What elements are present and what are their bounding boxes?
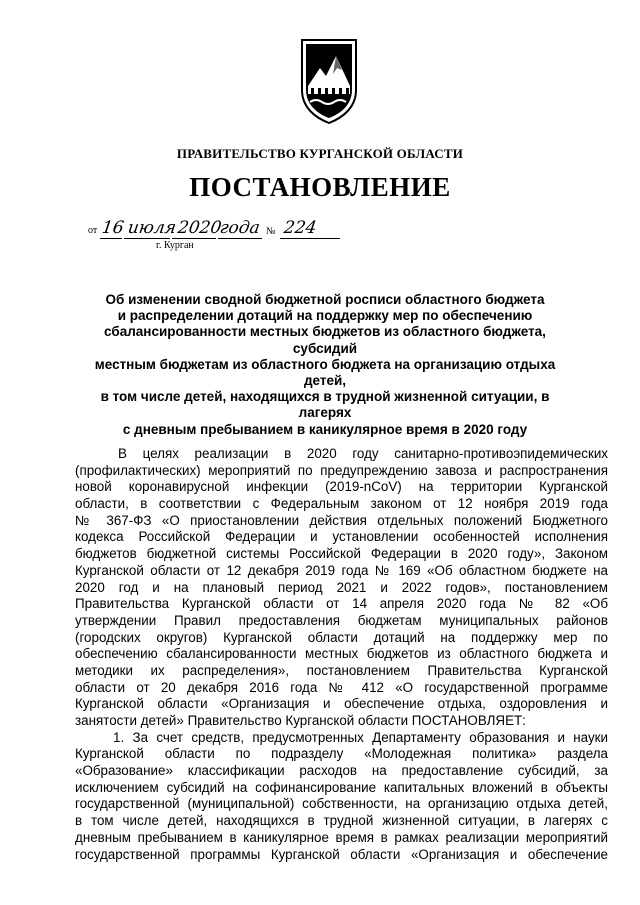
body-line: № 367-ФЗ «О приостановлении действия отдельных положений Бюджетного: [75, 512, 608, 528]
handwritten-year-word: года: [218, 218, 262, 238]
heading-line: Об изменении сводной бюджетной росписи областного бюджета: [105, 292, 545, 307]
body-line: «Образование» классификации расходов на предоставление субсидий, за: [75, 763, 608, 779]
body-line: обеспечению сбалансированности местных бюджетов из областного бюджета и: [75, 646, 608, 662]
document-type: ПОСТАНОВЛЕНИЕ: [189, 172, 451, 202]
date-prefix: от: [88, 225, 98, 236]
body-line: утверждении Правил предоставления бюджетам муниципальных районов: [75, 612, 608, 628]
handwritten-year: 2020: [176, 218, 223, 238]
body-line: бюджетов бюджетной системы Российской Федерации в 2020 году», Законом: [75, 546, 608, 562]
document-heading: [80, 292, 570, 438]
body-line: методики их распределения», постановлением Правительства Курганской: [75, 662, 608, 678]
body-line: 1. За счет средств, предусмотренных Департаменту образования и науки: [113, 729, 608, 745]
fortress-wall: [308, 86, 350, 94]
handwritten-month: июля: [126, 218, 178, 238]
handwritten-number: 224: [282, 218, 318, 238]
heading-line: и распределении дотаций на поддержку мер по обеспечению: [117, 308, 533, 324]
heading-line: сбалансированности местных бюджетов из областного бюджета, субсидий: [104, 324, 546, 356]
body-line: в том числе детей, находящихся в трудной жизненной ситуации, в лагерях с: [75, 813, 608, 829]
body-line: государственной (муниципальной) собственности, на организацию отдыха детей,: [75, 796, 608, 812]
body-line: (профилактических) мероприятий по предупреждению завоза и распространения: [75, 462, 608, 478]
body-line: Курганской области по подразделу «Молодежная политика» раздела: [75, 746, 608, 762]
city-label: г. Курган: [156, 240, 194, 251]
government-title: ПРАВИТЕЛЬСТВО КУРГАНСКОЙ ОБЛАСТИ: [176, 146, 464, 161]
heading-line: с дневным пребыванием в каникулярное время в 2020 году: [122, 421, 528, 437]
body-line: Курганской области «Организация и обеспечение отдыха, оздоровления и: [75, 696, 608, 712]
body-line: исключением субсидий на софинансирование капитальных вложений в объекты: [75, 779, 608, 795]
body-line: дневным пребыванием в каникулярное время в рамках реализации мероприятий: [75, 829, 608, 845]
body-line: 2020 год и на плановый период 2021 и 2022 годов», постановлением: [75, 579, 608, 595]
body-line: В целях реализации в 2020 году санитарно-противоэпидемических: [118, 446, 608, 461]
document-body: [75, 446, 608, 863]
handwritten-day: 16: [100, 218, 126, 238]
body-line: новой коронавирусной инфекции (2019-nCoV) на территории Курганской: [75, 479, 608, 495]
heading-line: в том числе детей, находящихся в трудной жизненной ситуации, в лагерях: [100, 389, 550, 421]
body-line: кодекса Российской Федерации и установлении особенностей исполнения: [75, 529, 608, 545]
body-line: Правительства Курганской области от 14 апреля 2020 года № 82 «Об: [75, 596, 608, 612]
body-line: области от 20 декабря 2016 года № 412 «О государственной программе: [75, 679, 608, 695]
heading-line: местным бюджетам из областного бюджета на организацию отдыха детей,: [94, 356, 556, 389]
body-line: государственной программы Курганской области «Организация и обеспечение: [75, 846, 608, 862]
body-line: (городских округов) Курганской области дотаций на поддержку мер по: [75, 629, 608, 645]
body-line: Курганской области от 12 декабря 2019 года № 169 «Об областном бюджете на: [75, 562, 608, 578]
date-number-line: [88, 218, 348, 244]
body-line: занятости детей» Правительство Курганской области ПОСТАНОВЛЯЕТ:: [75, 713, 526, 728]
body-line: области, в соответствии с Федеральным законом от 12 ноября 2019 года: [75, 496, 608, 512]
number-sign: №: [266, 226, 276, 237]
coat-of-arms-icon: [300, 38, 358, 124]
